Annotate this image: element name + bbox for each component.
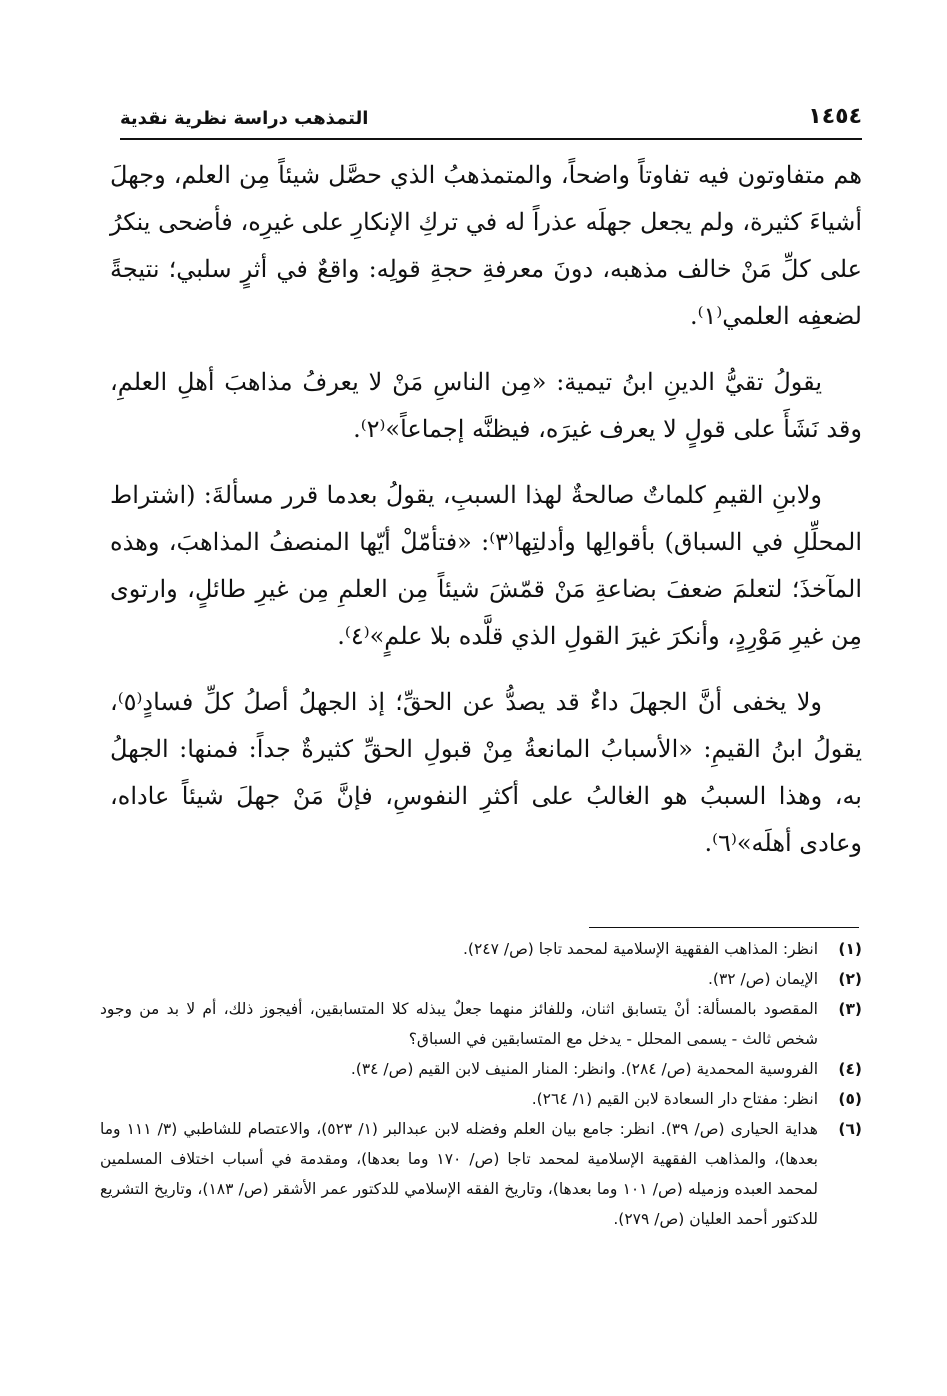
paragraph: ولا يخفى أنَّ الجهلَ داءٌ قد يصدُّ عن الحقِّ؛ إذ الجهلُ أصلُ كلِّ فسادٍ⁽٥⁾، يقولُ ابنُ القيمِ: «الأسبابُ المانعةُ مِنْ قبولِ الحقِّ كثيرةٌ جداً: فمنها: الجهلُ به، وهذا السببُ هو الغالبُ على أكثرِ النفوسِ، فإنَّ مَنْ جهلَ شيئاً عاداه، وعادى أهلَه»⁽٦⁾. (110, 688, 862, 857)
footnote-number: (٤) (838, 1060, 862, 1078)
page-number: ١٤٥٤ (808, 104, 862, 129)
footnote-number: (٥) (838, 1090, 862, 1108)
paragraph: يقولُ تقيُّ الدينِ ابنُ تيمية: «مِن الناسِ مَنْ لا يعرفُ مذاهبَ أهلِ العلمِ، وقد نَشَأَ على قولٍ لا يعرف غيرَه، فيظنَّه إجماعاً»⁽٢⁾. (110, 368, 862, 443)
paragraph: ولابنِ القيمِ كلماتٌ صالحةٌ لهذا السببِ، يقولُ بعدما قرر مسألةَ: (اشتراط المحلِّلِ في السباق) بأقوالِها وأدلتِها⁽٣⁾: «فتأمّلْ أيّها المنصفُ المذاهبَ، وهذه المآخذَ؛ لتعلمَ ضعفَ بضاعةِ مَنْ قمّشَ شيئاً مِن العلمِ مِن غيرِ طائلٍ، وارتوى مِن غيرِ مَوْرِدٍ، وأنكرَ غيرَ القولِ الذي قلَّده بلا علمٍ»⁽٤⁾. (110, 481, 862, 650)
footnote-number: (٦) (838, 1120, 862, 1138)
footnote (100, 1054, 862, 1084)
footnote (100, 964, 862, 994)
main-text (110, 152, 862, 886)
footnote-number: (٣) (838, 1000, 862, 1018)
footnote-text: انظر: المذاهب الفقهية الإسلامية لمحمد تاجا (ص/ ٢٤٧). (462, 940, 818, 958)
footnote (100, 994, 862, 1054)
footnote-text: الإيمان (ص/ ٣٢). (707, 970, 818, 988)
running-title: التمذهب دراسة نظرية نقدية (120, 108, 369, 129)
footnote-text: هداية الحيارى (ص/ ٣٩). انظر: جامع بيان العلم وفضله لابن عبدالبر (١/ ٥٢٣)، والاعتصام للشاطبي (٣/ ١١١ وما بعدها)، والمذاهب الفقهية الإسلامية لمحمد تاجا (ص/ ١٧٠ وما بعدها)، ومقدمة في أسباب اختلاف المسلمين لمحمد العبده وزميله (ص/ ١٠١ وما بعدها)، وتاريخ الفقه الإسلامي للدكتور عمر الأشقر (ص/ ١٨٣)، وتاريخ التشريع للدكتور أحمد العليان (ص/ ٢٧٩). (100, 1120, 818, 1228)
footnotes (100, 934, 862, 1234)
footnote-text: انظر: مفتاح دار السعادة لابن القيم (١/ ٢٦٤). (531, 1090, 818, 1108)
footnote-number: (١) (838, 940, 862, 958)
footnote-text: المقصود بالمسألة: أنْ يتسابق اثنان، وللفائز منهما جعلٌ يبذله كلا المتسابقين، أفيجوز ذلك، أم لا بد من وجود شخص ثالث - يسمى المحلل - يدخل مع المتسابقين في السباق؟ (100, 1000, 818, 1048)
footnote-text: الفروسية المحمدية (ص/ ٢٨٤). وانظر: المنار المنيف لابن القيم (ص/ ٣٤). (350, 1060, 818, 1078)
paragraph: هم متفاوتون فيه تفاوتاً واضحاً، والمتمذهبُ الذي حصَّل شيئاً مِن العلم، وجهلَ أشياءَ كثيرة، ولم يجعل جهلَه عذراً له في تركِ الإنكارِ على غيرِه، فأضحى ينكرُ على كلِّ مَنْ خالف مذهبه، دونَ معرفةِ حجةِ قولِه: واقعٌ في أثرٍ سلبي؛ نتيجةً لضعفِه العلمي⁽١⁾. (110, 161, 862, 330)
running-header (120, 94, 862, 140)
footnote-divider (589, 927, 859, 928)
footnote (100, 934, 862, 964)
footnote (100, 1084, 862, 1114)
footnote (100, 1114, 862, 1234)
footnote-number: (٢) (838, 970, 862, 988)
